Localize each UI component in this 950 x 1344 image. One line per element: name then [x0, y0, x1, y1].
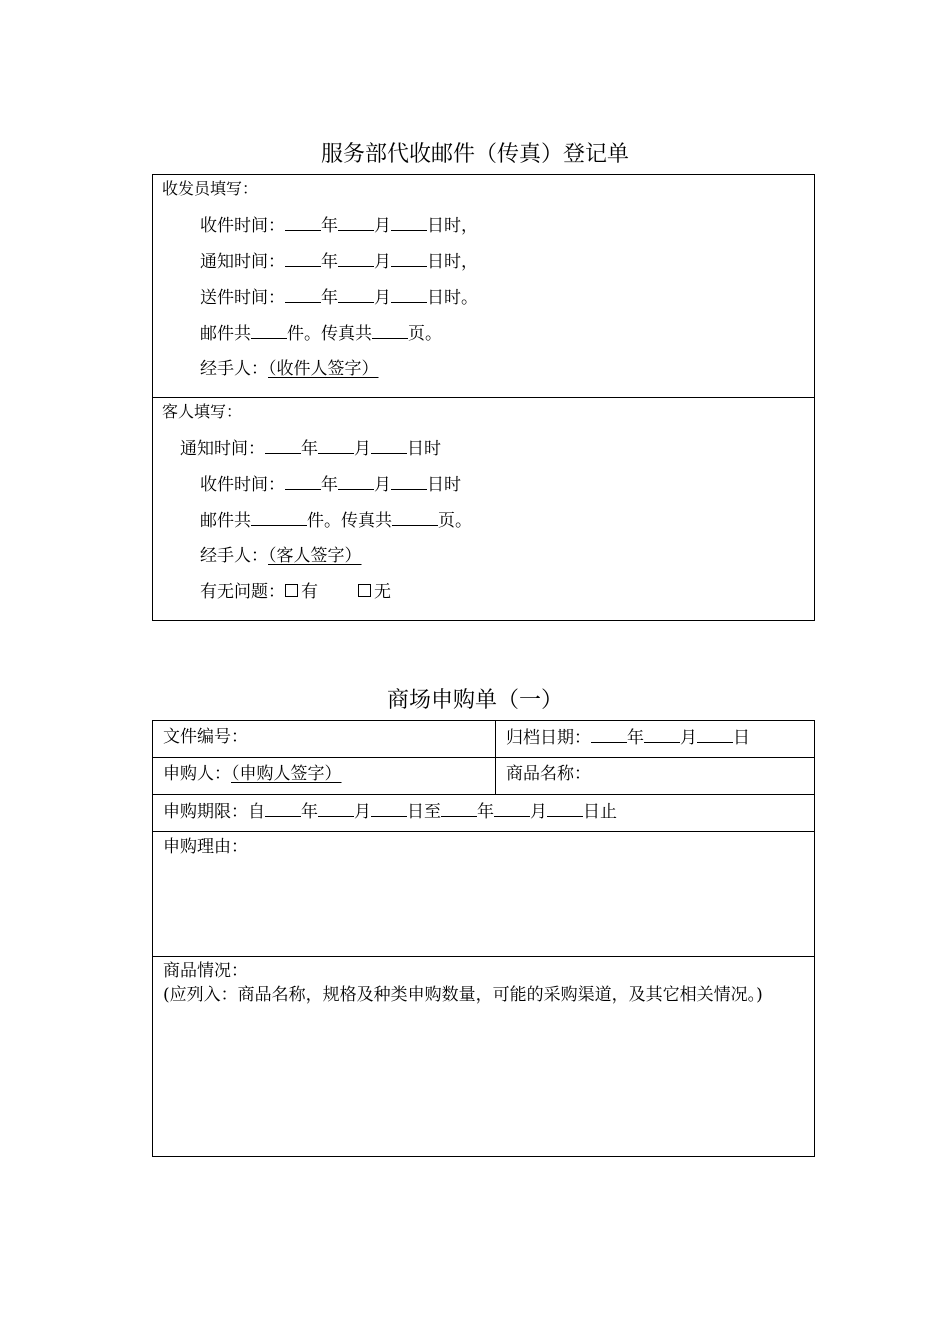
row-divider: [153, 956, 814, 957]
customer-signature-field[interactable]: （客人签字）: [268, 546, 362, 566]
year-blank[interactable]: [591, 727, 627, 743]
day-hour-label: 日时: [427, 475, 461, 495]
year-blank[interactable]: [285, 251, 321, 267]
day-label: 日: [733, 728, 750, 748]
page-unit-label: 页。: [438, 511, 472, 531]
clerk-count-row: [200, 323, 442, 344]
yes-checkbox[interactable]: [285, 584, 298, 597]
year-blank[interactable]: [285, 474, 321, 490]
no-checkbox[interactable]: [358, 584, 371, 597]
year-label: 年: [627, 728, 644, 748]
month-blank[interactable]: [318, 438, 354, 454]
row-divider: [153, 757, 814, 758]
receive-time-label: 收件时间：: [200, 216, 285, 236]
year-label: 年: [321, 252, 338, 272]
day-hour-label: 日时: [407, 439, 441, 459]
end-month-blank[interactable]: [494, 801, 530, 817]
day-blank[interactable]: [697, 727, 733, 743]
start-year-blank[interactable]: [265, 801, 301, 817]
applicant-signature-field[interactable]: （申购人签字）: [231, 764, 342, 784]
period-label: 申购期限：自: [163, 802, 265, 822]
fax-count-label: 件。传真共: [287, 324, 372, 344]
day-blank[interactable]: [391, 474, 427, 490]
customer-notify-time-row: [180, 438, 441, 459]
year-label: 年: [477, 802, 494, 822]
archive-date-row: [506, 727, 750, 748]
start-day-blank[interactable]: [371, 801, 407, 817]
row-divider: [153, 831, 814, 832]
day-hour-label: 日时。: [427, 288, 478, 308]
start-month-blank[interactable]: [318, 801, 354, 817]
goods-input-area[interactable]: [153, 1039, 813, 1154]
month-label: 月: [374, 252, 391, 272]
problem-row: [200, 582, 391, 602]
month-blank[interactable]: [338, 251, 374, 267]
day-to-label: 日至: [407, 802, 441, 822]
receiver-signature-field[interactable]: （收件人签字）: [268, 359, 379, 379]
clerk-section-heading: 收发员填写：: [162, 179, 259, 198]
end-year-blank[interactable]: [441, 801, 477, 817]
year-blank[interactable]: [285, 287, 321, 303]
applicant-label: 申购人：: [163, 764, 231, 784]
day-blank[interactable]: [391, 287, 427, 303]
day-blank[interactable]: [391, 251, 427, 267]
no-option-label: 无: [374, 582, 391, 602]
mail-count-label: 邮件共: [200, 511, 251, 531]
month-label: 月: [374, 475, 391, 495]
day-blank[interactable]: [391, 215, 427, 231]
day-hour-label: 日时，: [427, 216, 478, 236]
yes-option-label: 有: [301, 582, 318, 602]
clerk-handler-row: [200, 359, 379, 379]
customer-count-row: [200, 510, 472, 531]
reason-label: 申购理由：: [163, 837, 248, 857]
fax-count-blank[interactable]: [372, 323, 408, 339]
deliver-time-label: 送件时间：: [200, 288, 285, 308]
column-divider: [495, 721, 496, 794]
customer-receive-time-row: [200, 474, 461, 495]
receive-time-label: 收件时间：: [200, 475, 285, 495]
applicant-row: [163, 764, 342, 784]
day-hour-label: 日时，: [427, 252, 478, 272]
year-label: 年: [321, 288, 338, 308]
reason-input-area[interactable]: [153, 856, 813, 954]
section-divider: [153, 397, 814, 398]
end-day-blank[interactable]: [547, 801, 583, 817]
month-blank[interactable]: [644, 727, 680, 743]
handler-label: 经手人：: [200, 359, 268, 379]
problem-label: 有无问题：: [200, 582, 285, 602]
clerk-notify-time-row: [200, 251, 478, 272]
month-label: 月: [374, 216, 391, 236]
year-label: 年: [321, 216, 338, 236]
fax-count-label: 件。传真共: [307, 511, 392, 531]
month-label: 月: [374, 288, 391, 308]
year-label: 年: [301, 802, 318, 822]
month-label: 月: [530, 802, 547, 822]
notify-time-label: 通知时间：: [180, 439, 265, 459]
product-name-label: 商品名称：: [506, 764, 591, 784]
month-blank[interactable]: [338, 287, 374, 303]
goods-label: 商品情况：: [163, 961, 248, 981]
year-blank[interactable]: [285, 215, 321, 231]
month-label: 月: [354, 802, 371, 822]
period-row: [163, 801, 617, 822]
year-blank[interactable]: [265, 438, 301, 454]
archive-date-label: 归档日期：: [506, 728, 591, 748]
page-unit-label: 页。: [408, 324, 442, 344]
mail-count-blank[interactable]: [251, 323, 287, 339]
customer-section-heading: 客人填写：: [162, 402, 243, 421]
day-blank[interactable]: [371, 438, 407, 454]
mail-count-label: 邮件共: [200, 324, 251, 344]
registration-form: [152, 174, 815, 621]
year-label: 年: [321, 475, 338, 495]
row-divider: [153, 794, 814, 795]
handler-label: 经手人：: [200, 546, 268, 566]
clerk-receive-time-row: [200, 215, 478, 236]
mail-count-blank[interactable]: [251, 510, 307, 526]
notify-time-label: 通知时间：: [200, 252, 285, 272]
month-label: 月: [680, 728, 697, 748]
customer-handler-row: [200, 546, 362, 566]
year-label: 年: [301, 439, 318, 459]
form1-title: 服务部代收邮件（传真）登记单: [320, 142, 629, 167]
month-label: 月: [354, 439, 371, 459]
fax-count-blank[interactable]: [392, 510, 438, 526]
month-blank[interactable]: [338, 215, 374, 231]
purchase-request-form: [152, 720, 815, 1157]
form2-title: 商场申购单（一）: [386, 688, 563, 713]
goods-note: (应列入：商品名称，规格及种类申购数量，可能的采购渠道，及其它相关情况。): [163, 985, 763, 1005]
month-blank[interactable]: [338, 474, 374, 490]
clerk-deliver-time-row: [200, 287, 478, 308]
file-no-label: 文件编号：: [163, 727, 248, 747]
day-end-label: 日止: [583, 802, 617, 822]
